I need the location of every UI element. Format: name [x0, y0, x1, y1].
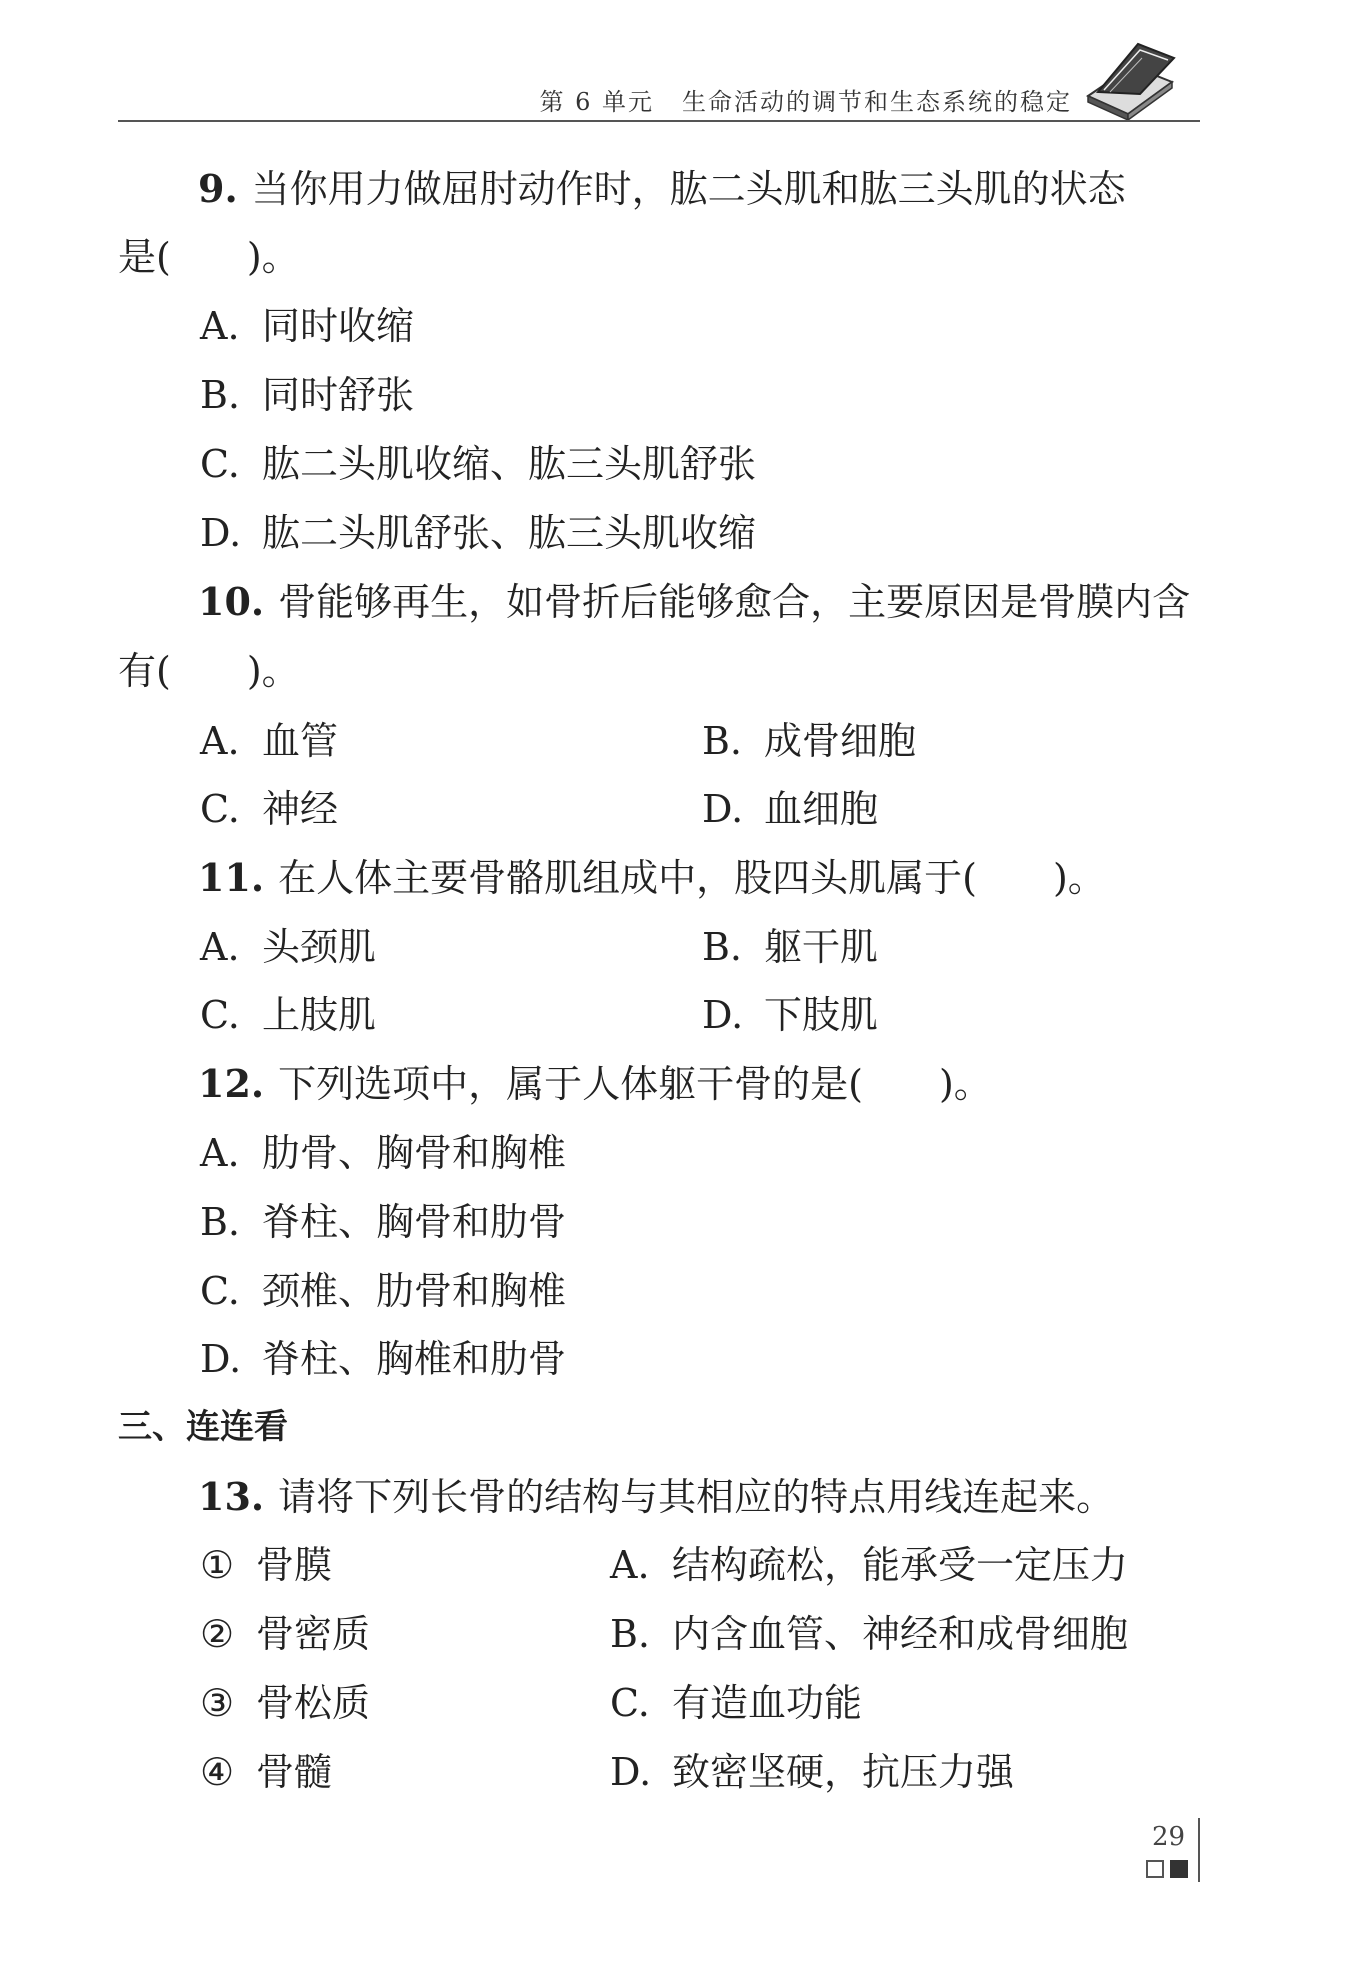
question-10-line2: 有( )。 [118, 649, 300, 693]
structure-text: 骨密质 [256, 1612, 371, 1656]
footer-divider [1198, 1818, 1200, 1882]
question-9-option-a [200, 304, 415, 348]
option-letter: A. [200, 925, 240, 969]
feature-item [610, 1543, 1129, 1587]
question-11-option-a [200, 925, 377, 969]
feature-item [610, 1612, 1129, 1656]
question-10-option-c [200, 787, 339, 831]
option-letter: A. [200, 719, 240, 763]
question-9-option-b [200, 373, 415, 417]
question-9-number: 9. [198, 166, 238, 211]
structure-item [200, 1750, 333, 1794]
question-12-number: 12. [198, 1061, 265, 1106]
question-12-option-a [200, 1131, 567, 1175]
header-title: 生命活动的调节和生态系统的稳定 [682, 88, 1072, 116]
option-letter: C. [200, 787, 240, 831]
option-text: 头颈肌 [262, 925, 377, 969]
option-letter: B. [702, 719, 743, 763]
structure-marker: ② [200, 1612, 235, 1656]
structure-item [200, 1612, 371, 1656]
option-letter: D. [702, 787, 744, 831]
option-letter: A. [200, 304, 240, 348]
option-text: 同时收缩 [262, 304, 415, 348]
header-unit: 第 6 单元 [539, 88, 654, 116]
question-10-option-b [702, 719, 917, 763]
structure-marker: ① [200, 1543, 235, 1587]
feature-item [610, 1750, 1015, 1794]
book-icon [1080, 36, 1180, 120]
feature-text: 有造血功能 [672, 1681, 863, 1725]
header-text [539, 82, 1072, 117]
option-letter: A. [200, 1131, 240, 1175]
question-12-option-c [200, 1269, 567, 1313]
option-letter: B. [200, 373, 241, 417]
feature-letter: A. [610, 1543, 650, 1587]
option-text: 同时舒张 [262, 373, 415, 417]
question-11-line1 [198, 855, 1106, 900]
question-10-line1 [198, 579, 1191, 624]
question-9-text: 当你用力做屈肘动作时，肱二头肌和肱三头肌的状态 [251, 167, 1126, 211]
option-letter: C. [200, 993, 240, 1037]
structure-text: 骨髓 [256, 1750, 333, 1794]
feature-text: 结构疏松，能承受一定压力 [672, 1543, 1129, 1587]
feature-letter: C. [610, 1681, 650, 1725]
option-letter: D. [200, 1337, 242, 1381]
page-header [118, 60, 1200, 122]
option-text: 肋骨、胸骨和胸椎 [262, 1131, 567, 1175]
question-10-option-d [702, 787, 879, 831]
structure-text: 骨松质 [256, 1681, 371, 1725]
option-text: 脊柱、胸椎和肋骨 [262, 1337, 567, 1381]
question-10-text: 骨能够再生，如骨折后能够愈合，主要原因是骨膜内含 [278, 580, 1191, 624]
question-9-option-d [200, 511, 757, 555]
option-letter: D. [200, 511, 242, 555]
option-text: 神经 [262, 787, 339, 831]
page-number: 29 [1152, 1822, 1186, 1852]
option-text: 下肢肌 [764, 993, 879, 1037]
question-11-text: 在人体主要骨骼肌组成中，股四头肌属于( )。 [278, 856, 1106, 900]
question-10-option-a [200, 719, 339, 763]
feature-item [610, 1681, 863, 1725]
section-title: 三、连连看 [118, 1407, 288, 1447]
structure-item [200, 1681, 371, 1725]
question-13-text: 请将下列长骨的结构与其相应的特点用线连起来。 [278, 1475, 1115, 1519]
question-12-text: 下列选项中，属于人体躯干骨的是( )。 [278, 1062, 992, 1106]
question-11-option-b [702, 925, 879, 969]
filled-square-icon [1170, 1860, 1188, 1878]
structure-marker: ③ [200, 1681, 235, 1725]
structure-text: 骨膜 [256, 1543, 333, 1587]
option-text: 肱二头肌舒张、肱三头肌收缩 [262, 511, 757, 555]
question-13-line1 [198, 1474, 1115, 1519]
option-text: 上肢肌 [262, 993, 377, 1037]
feature-letter: D. [610, 1750, 652, 1794]
header-divider [118, 120, 1200, 122]
option-letter: B. [200, 1200, 241, 1244]
option-text: 躯干肌 [764, 925, 879, 969]
option-text: 成骨细胞 [764, 719, 917, 763]
structure-marker: ④ [200, 1750, 235, 1794]
option-text: 血管 [262, 719, 339, 763]
option-text: 血细胞 [764, 787, 879, 831]
option-text: 颈椎、肋骨和胸椎 [262, 1269, 567, 1313]
structure-item [200, 1543, 333, 1587]
question-9-option-c [200, 442, 757, 486]
question-10-number: 10. [198, 579, 265, 624]
option-text: 脊柱、胸骨和肋骨 [262, 1200, 567, 1244]
question-12-line1 [198, 1061, 992, 1106]
question-12-option-b [200, 1200, 567, 1244]
feature-letter: B. [610, 1612, 651, 1656]
question-9-line2: 是( )。 [118, 235, 300, 279]
empty-square-icon [1146, 1860, 1164, 1878]
question-11-number: 11. [198, 855, 265, 900]
option-letter: C. [200, 442, 240, 486]
question-13-number: 13. [198, 1474, 265, 1519]
feature-text: 内含血管、神经和成骨细胞 [672, 1612, 1129, 1656]
option-letter: B. [702, 925, 743, 969]
option-text: 肱二头肌收缩、肱三头肌舒张 [262, 442, 757, 486]
question-12-option-d [200, 1337, 567, 1381]
option-letter: C. [200, 1269, 240, 1313]
question-11-option-c [200, 993, 377, 1037]
question-11-option-d [702, 993, 879, 1037]
option-letter: D. [702, 993, 744, 1037]
question-9-line1 [198, 166, 1126, 211]
feature-text: 致密坚硬，抗压力强 [672, 1750, 1015, 1794]
